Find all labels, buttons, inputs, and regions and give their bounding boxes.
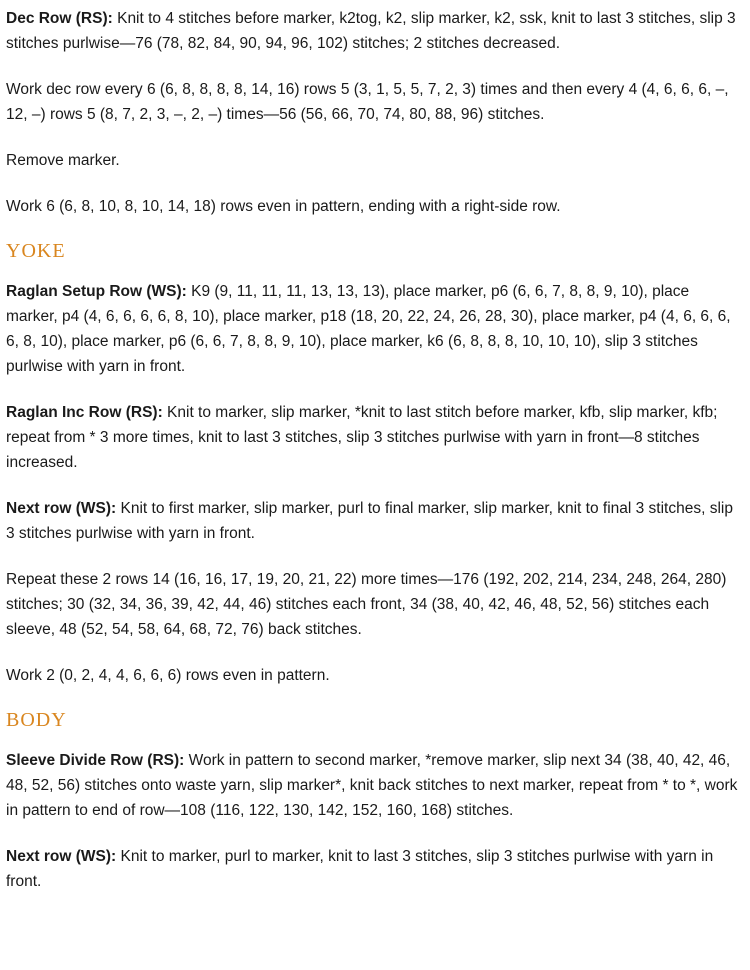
sleeve-divide-paragraph [6, 748, 744, 823]
raglan-setup-paragraph [6, 279, 744, 379]
sleeve-divide-lead: Sleeve Divide Row (RS): [6, 752, 185, 769]
raglan-setup-text: K9 (9, 11, 11, 11, 13, 13, 13), place marker, p6 (6, 6, 7, 8, 8, 9, 10), place marker, p4 (4, 6, 6, 6, 6, 8, 10), place marker, p18 (18, 20, 22, 24, 26, 28, 30), place marker, p4 (4, 6, 6, 6, 6, 8, 10), place marker, p6 (6, 6, 7, 8, 8, 9, 10), place marker, k6 (6, 8, 8, 8, 10, 10, 10), slip 3 stitches purlwise with yarn in front. [6, 283, 731, 375]
raglan-inc-paragraph [6, 400, 744, 475]
repeat-rows-text: Repeat these 2 rows 14 (16, 16, 17, 19, 20, 21, 22) more times—176 (192, 202, 214, 234, 248, 264, 280) stitches; 30 (32, 34, 36, 39, 42, 44, 46) stitches each front, 34 (38, 40, 42, 46, 48, 52, 56) stitches each sleeve, 48 (52, 54, 58, 64, 68, 72, 76) back stitches. [6, 571, 727, 638]
raglan-inc-text: Knit to marker, slip marker, *knit to last stitch before marker, kfb, slip marker, kfb; repeat from * 3 more times, knit to last 3 stitches, slip 3 stitches purlwise with yarn in front—8 stitches increased. [6, 404, 718, 471]
dec-row-paragraph [6, 6, 744, 56]
body-next-row-text: Knit to marker, purl to marker, knit to last 3 stitches, slip 3 stitches purlwise with yarn in front. [6, 848, 714, 890]
dec-row-text: Knit to 4 stitches before marker, k2tog, k2, slip marker, k2, ssk, knit to last 3 stitches, slip 3 stitches purlwise—76 (78, 82, 84, 90, 94, 96, 102) stitches; 2 stitches decreased. [6, 10, 736, 52]
repeat-rows-paragraph [6, 567, 744, 642]
sleeve-divide-text: Work in pattern to second marker, *remove marker, slip next 34 (38, 40, 42, 46, 48, 52, 56) stitches onto waste yarn, slip marker*, knit back stitches to next marker, repeat from * to *, work in pattern to end of row—108 (116, 122, 130, 142, 152, 160, 168) stitches. [6, 752, 738, 819]
dec-repeat-paragraph [6, 77, 744, 127]
dec-repeat-text: Work dec row every 6 (6, 8, 8, 8, 8, 14, 16) rows 5 (3, 1, 5, 5, 7, 2, 3) times and then every 4 (4, 6, 6, 6, –, 12, –) rows 5 (8, 7, 2, 3, –, 2, –) times—56 (56, 66, 70, 74, 80, 88, 96) stitches. [6, 81, 729, 123]
yoke-heading: YOKE [6, 240, 66, 262]
work-even-text: Work 6 (6, 8, 10, 8, 10, 14, 18) rows even in pattern, ending with a right-side row. [6, 198, 561, 215]
yoke-next-row-lead: Next row (WS): [6, 500, 117, 517]
raglan-inc-lead: Raglan Inc Row (RS): [6, 404, 163, 421]
raglan-setup-lead: Raglan Setup Row (WS): [6, 283, 187, 300]
body-next-row-paragraph [6, 844, 744, 894]
yoke-work-even-paragraph [6, 663, 744, 688]
dec-row-lead: Dec Row (RS): [6, 10, 113, 27]
remove-marker-paragraph [6, 148, 744, 173]
yoke-next-row-paragraph [6, 496, 744, 546]
body-next-row-lead: Next row (WS): [6, 848, 117, 865]
work-even-paragraph [6, 194, 744, 219]
yoke-next-row-text: Knit to first marker, slip marker, purl to final marker, slip marker, knit to final 3 stitches, slip 3 stitches purlwise with yarn in front. [6, 500, 733, 542]
pattern-page [6, 6, 744, 894]
yoke-work-even-text: Work 2 (0, 2, 4, 4, 6, 6, 6) rows even in pattern. [6, 667, 330, 684]
body-heading: BODY [6, 709, 67, 731]
remove-marker-text: Remove marker. [6, 152, 120, 169]
